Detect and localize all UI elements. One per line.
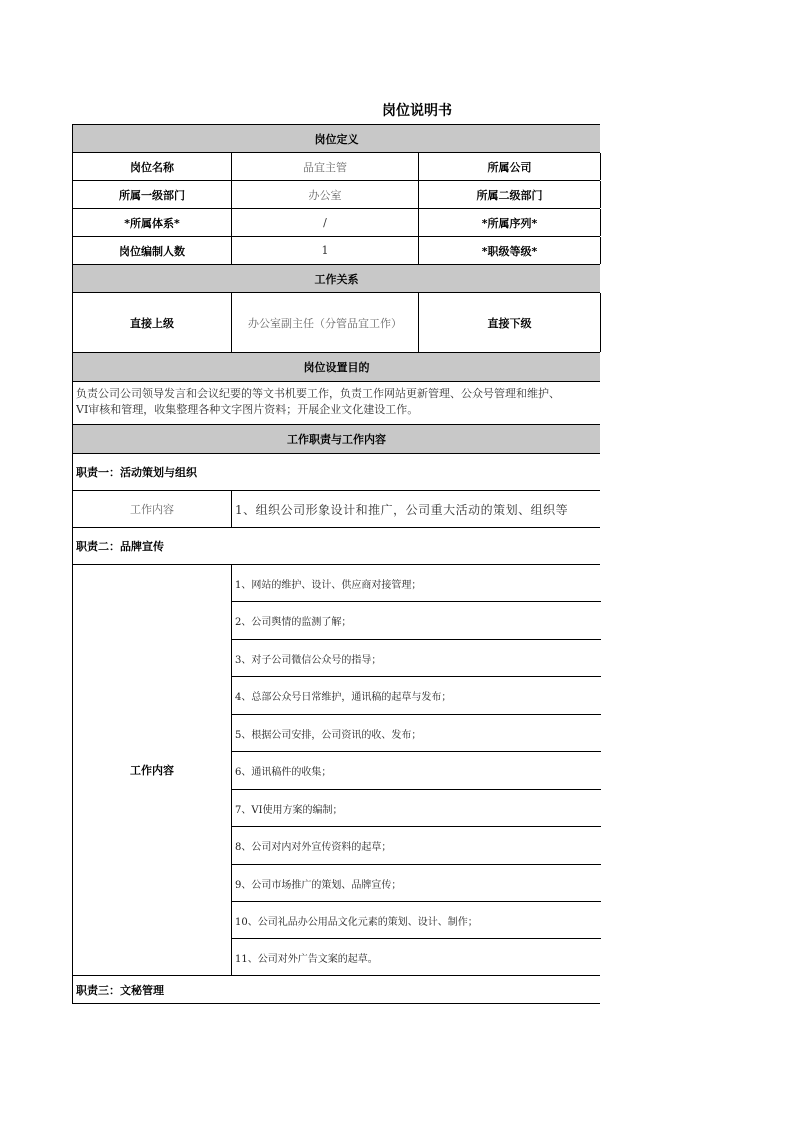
content-label: 工作内容 xyxy=(73,565,232,975)
list-item: 2、公司舆情的监测了解； xyxy=(232,602,601,640)
list-item: 9、公司市场推广的策划、品牌宣传； xyxy=(232,865,601,902)
field-value: / xyxy=(232,209,419,236)
list-item: 7、VI使用方案的编制； xyxy=(232,790,601,827)
relations-row xyxy=(72,293,600,353)
definition-row xyxy=(72,237,600,265)
list-item: 5、根据公司安排，公司资讯的收、发布； xyxy=(232,715,601,752)
section-header-purpose xyxy=(72,353,600,382)
section-header-duties xyxy=(72,425,600,454)
list-item: 10、公司礼品办公用品文化元素的策划、设计、制作； xyxy=(232,902,601,939)
duty-content-row xyxy=(72,491,600,528)
field-value: 品宜主管 xyxy=(232,153,419,180)
field-label: *所属体系* xyxy=(73,209,232,236)
superior-value: 办公室副主任（分管品宜工作） xyxy=(232,293,419,352)
purpose-line: VI审核和管理，收集整理各种文字图片资料；开展企业文化建设工作。 xyxy=(76,403,419,416)
section-title: 岗位定义 xyxy=(314,132,359,146)
field-value: 办公室 xyxy=(232,181,419,208)
duty-title-row xyxy=(72,454,600,491)
duty-content-block xyxy=(72,565,600,976)
field-label: *职级等级* xyxy=(419,237,601,264)
section-header-definition xyxy=(72,124,600,153)
page-title: 岗位说明书 xyxy=(382,103,452,119)
content-label: 工作内容 xyxy=(73,491,232,527)
section-title: 工作职责与工作内容 xyxy=(287,433,386,446)
section-title: 工作关系 xyxy=(314,272,359,286)
list-item: 11、公司对外广告文案的起草。 xyxy=(235,953,378,965)
field-label: 岗位编制人数 xyxy=(73,237,232,264)
subordinate-label: 直接下级 xyxy=(419,293,601,352)
list-item: 4、总部公众号日常维护，通讯稿的起草与发布； xyxy=(232,677,601,715)
purpose-text xyxy=(76,386,600,418)
field-label: *所属序列* xyxy=(419,209,601,236)
field-value: 1 xyxy=(232,237,419,264)
section-header-relations xyxy=(72,265,600,293)
job-description-table xyxy=(72,124,600,1004)
definition-row xyxy=(72,181,600,209)
field-label: 岗位名称 xyxy=(73,153,232,180)
section-title: 岗位设置目的 xyxy=(303,361,370,374)
list-item: 8、公司对内对外宣传资料的起草； xyxy=(232,827,601,865)
duty-title-row xyxy=(72,528,600,565)
duty-title: 职责一：活动策划与组织 xyxy=(76,466,197,479)
field-label: 所属公司 xyxy=(419,153,601,180)
content-text: 1、组织公司形象设计和推广，公司重大活动的策划、组织等 xyxy=(235,502,569,517)
duty-title: 职责二：品牌宣传 xyxy=(76,540,164,553)
list-item: 3、对子公司微信公众号的指导； xyxy=(232,640,601,677)
purpose-line: 负责公司公司领导发言和会议纪要的等文书机要工作，负责工作网站更新管理、公众号管理和维护、 xyxy=(76,387,560,400)
purpose-row xyxy=(72,382,600,425)
duty-title-row xyxy=(72,976,600,1004)
field-label: 所属一级部门 xyxy=(73,181,232,208)
definition-row xyxy=(72,209,600,237)
definition-row xyxy=(72,153,600,181)
field-label: 所属二级部门 xyxy=(419,181,601,208)
list-item: 1、网站的维护、设计、供应商对接管理； xyxy=(232,565,601,602)
list-item: 6、通讯稿件的收集； xyxy=(232,752,601,790)
superior-label: 直接上级 xyxy=(73,293,232,352)
duty-title: 职责三：文秘管理 xyxy=(76,983,164,997)
